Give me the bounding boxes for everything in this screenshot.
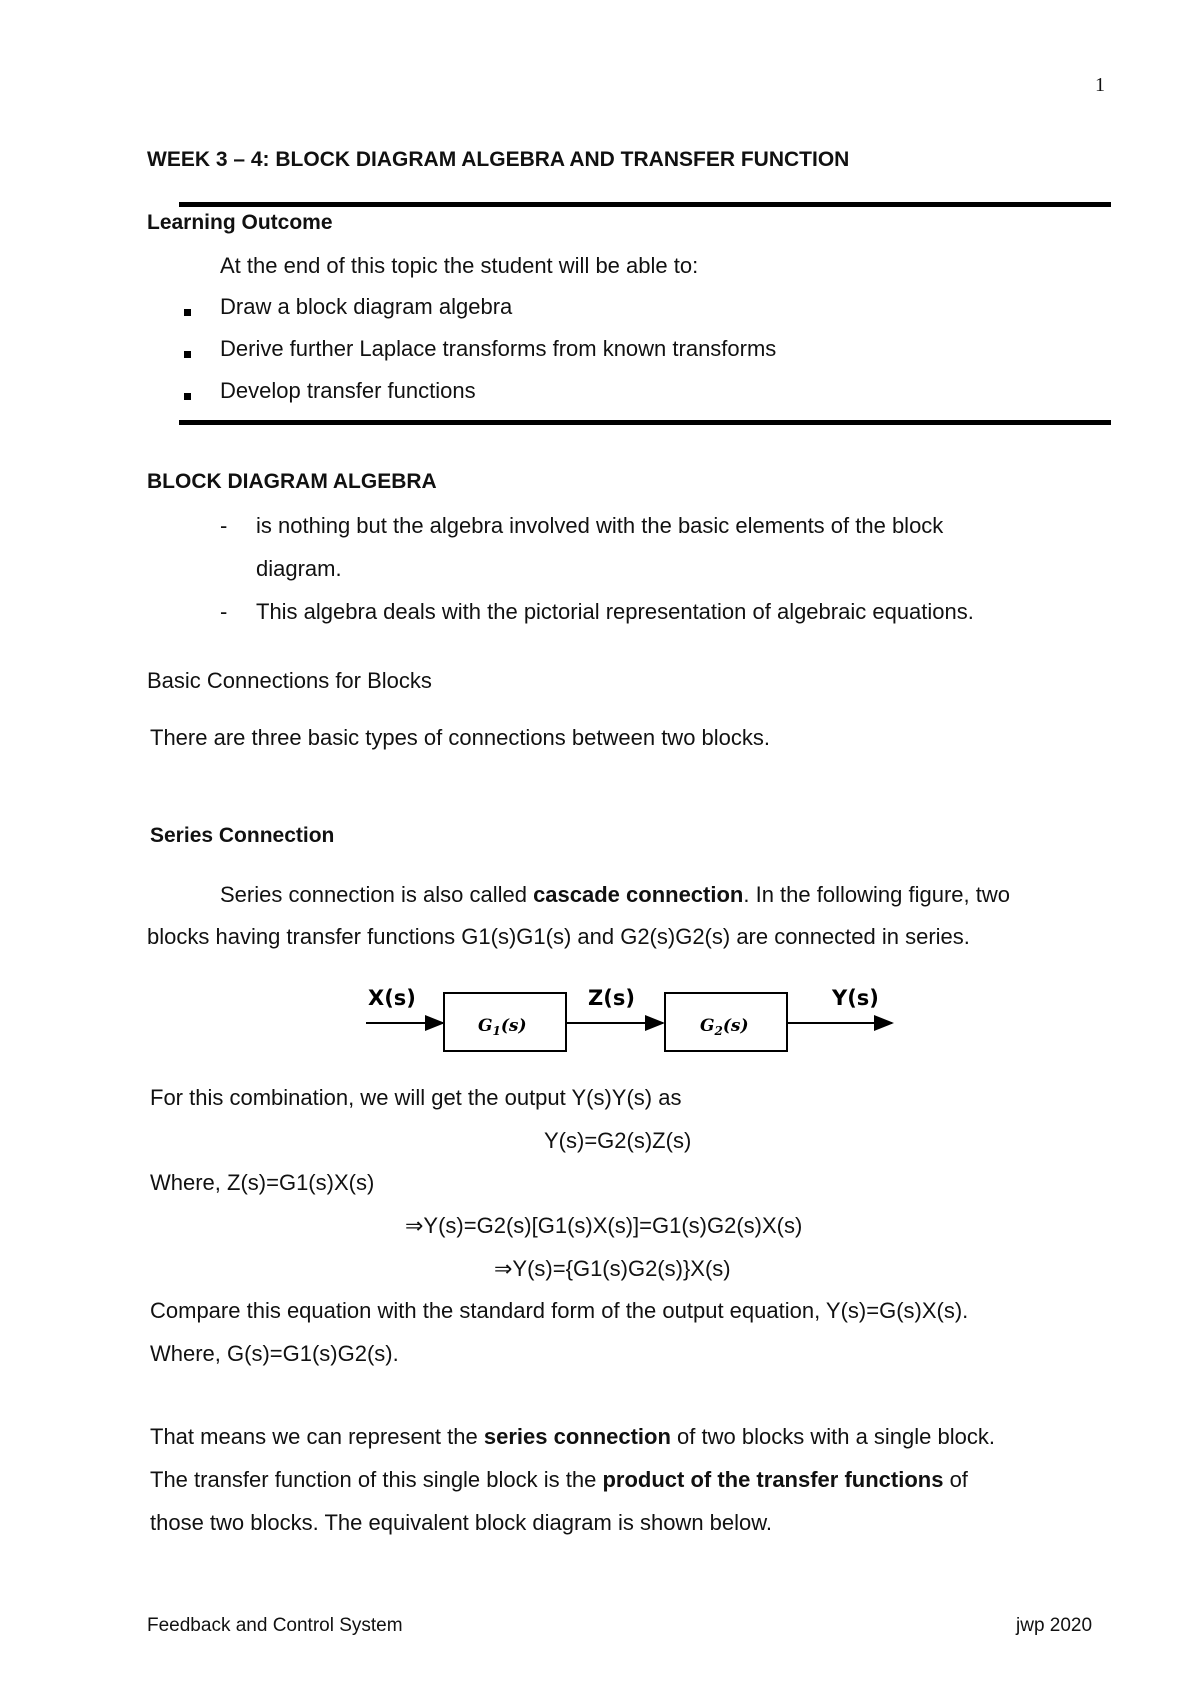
basic-connections-heading: Basic Connections for Blocks	[147, 668, 432, 693]
outcome-item: Develop transfer functions	[220, 378, 476, 403]
outcome-bullet-1	[184, 303, 191, 321]
conclusion-line3: those two blocks. The equivalent block diagram is shown below.	[150, 1510, 773, 1535]
diagram-middle-label: Z(s)	[588, 986, 635, 1010]
dash-marker: -	[220, 513, 228, 538]
series-para-text: . In the following figure, two	[743, 882, 1010, 907]
footer-left: Feedback and Control System	[147, 1615, 403, 1636]
block-g2-subscript: 2	[714, 1024, 723, 1038]
block-g2-arg: (s)	[722, 1016, 749, 1036]
outcome-bullet-3	[184, 387, 191, 405]
block-g2-label	[700, 1016, 749, 1038]
block-g1-label	[478, 1016, 527, 1038]
bullet-icon	[184, 309, 191, 316]
conclusion-bold: series connection	[483, 1424, 671, 1449]
outcome-item: Draw a block diagram algebra	[220, 294, 513, 319]
conclusion-line2	[150, 1467, 968, 1493]
where-2: Where, G(s)=G1(s)G2(s).	[150, 1341, 399, 1366]
bda-point-1: is nothing but the algebra involved with the basic elements of the block	[256, 513, 944, 538]
dash-marker: -	[220, 599, 228, 624]
bda-point-2: This algebra deals with the pictorial representation of algebraic equations.	[256, 599, 974, 624]
conclusion-text: of	[943, 1467, 968, 1492]
block-g2-symbol: G	[700, 1016, 715, 1036]
bullet-icon	[184, 351, 191, 358]
equation-1: Y(s)=G2(s)Z(s)	[544, 1128, 692, 1153]
section-heading-bda: BLOCK DIAGRAM ALGEBRA	[147, 470, 437, 493]
conclusion-text: That means we can represent the	[150, 1424, 484, 1449]
outcome-item: Derive further Laplace transforms from known transforms	[220, 336, 777, 361]
series-heading: Series Connection	[150, 824, 335, 847]
series-para-bold: cascade connection	[533, 882, 744, 907]
diagram-input-label: X(s)	[368, 986, 416, 1010]
page-number: 1	[1095, 74, 1105, 96]
footer-right: jwp 2020	[1016, 1615, 1093, 1636]
diagram-output-label: Y(s)	[832, 986, 879, 1010]
bottom-rule	[179, 420, 1111, 425]
conclusion-text: of two blocks with a single block.	[670, 1424, 995, 1449]
bda-point-1-cont: diagram.	[256, 556, 342, 581]
equation-3: ⇒Y(s)={G1(s)G2(s)}X(s)	[494, 1256, 731, 1281]
learning-outcome-heading: Learning Outcome	[147, 211, 333, 234]
output-intro: For this combination, we will get the output Y(s)Y(s) as	[150, 1085, 682, 1110]
series-paragraph-line1	[220, 882, 1010, 908]
compare-text: Compare this equation with the standard form of the output equation, Y(s)=G(s)X(s).	[150, 1298, 969, 1323]
conclusion-line1	[150, 1424, 995, 1450]
series-paragraph-line2: blocks having transfer functions G1(s)G1(s) and G2(s)G2(s) are connected in series.	[147, 924, 970, 949]
equation-2: ⇒Y(s)=G2(s)[G1(s)X(s)]=G1(s)G2(s)X(s)	[405, 1213, 803, 1238]
bullet-icon	[184, 393, 191, 400]
page-title: WEEK 3 – 4: BLOCK DIAGRAM ALGEBRA AND TRANSFER FUNCTION	[147, 148, 850, 171]
block-g1-symbol: G	[478, 1016, 493, 1036]
top-rule	[179, 202, 1111, 207]
where-1: Where, Z(s)=G1(s)X(s)	[150, 1170, 375, 1195]
block-g1-subscript: 1	[492, 1024, 501, 1038]
series-block-diagram	[360, 975, 900, 1065]
conclusion-bold: product of the transfer functions	[602, 1467, 944, 1492]
series-para-text: Series connection is also called	[220, 882, 534, 907]
conclusion-text: The transfer function of this single block is the	[150, 1467, 603, 1492]
outcome-bullet-2	[184, 345, 191, 363]
learning-outcome-intro: At the end of this topic the student will be able to:	[220, 253, 699, 278]
basic-connections-text: There are three basic types of connections between two blocks.	[150, 725, 771, 750]
block-g1-arg: (s)	[500, 1016, 527, 1036]
